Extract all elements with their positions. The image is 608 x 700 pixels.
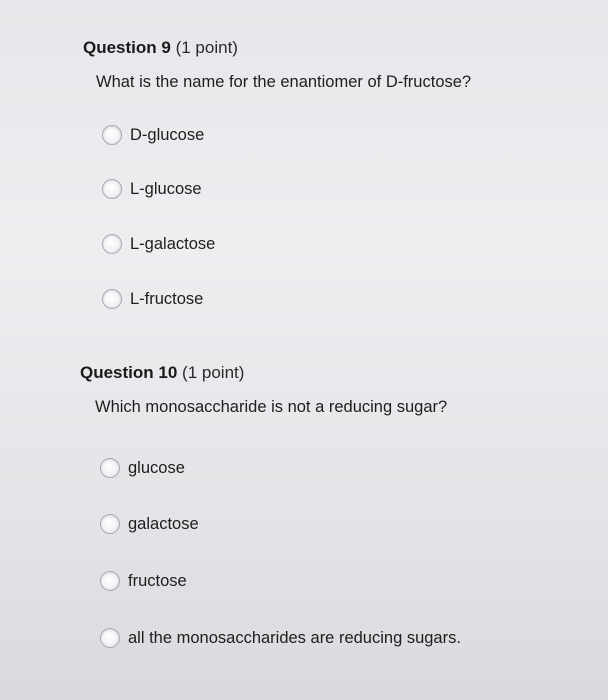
- question-9-option-l-fructose[interactable]: [102, 289, 203, 309]
- option-label: galactose: [128, 514, 199, 533]
- option-label: L-glucose: [130, 179, 202, 198]
- option-label: D-glucose: [130, 125, 205, 144]
- question-9-prompt: What is the name for the enantiomer of D-fructose?: [96, 73, 472, 91]
- radio-button[interactable]: [100, 458, 120, 478]
- question-10-header: [80, 363, 244, 383]
- radio-button[interactable]: [100, 628, 120, 648]
- option-label: glucose: [128, 458, 185, 477]
- question-9-option-d-glucose[interactable]: [102, 125, 204, 145]
- question-10-prompt: Which monosaccharide is not a reducing sugar?: [95, 398, 448, 416]
- question-10-option-fructose[interactable]: [100, 571, 187, 591]
- option-label: fructose: [128, 571, 187, 590]
- radio-button[interactable]: [102, 234, 122, 254]
- question-10-option-galactose[interactable]: [100, 514, 199, 534]
- radio-button[interactable]: [102, 179, 122, 199]
- question-9-header: [83, 38, 238, 58]
- option-label: L-fructose: [130, 289, 204, 308]
- question-9-number: Question 9: [83, 38, 171, 57]
- option-label: L-galactose: [130, 234, 216, 253]
- question-9-option-l-galactose[interactable]: [102, 234, 215, 254]
- option-label: all the monosaccharides are reducing sugars.: [128, 628, 461, 647]
- question-9-option-l-glucose[interactable]: [102, 179, 202, 199]
- radio-button[interactable]: [100, 571, 120, 591]
- question-10-option-glucose[interactable]: [100, 458, 185, 478]
- radio-button[interactable]: [102, 125, 122, 145]
- radio-button[interactable]: [102, 289, 122, 309]
- question-10-option-all-reducing[interactable]: [100, 628, 461, 648]
- radio-button[interactable]: [100, 514, 120, 534]
- question-10-number: Question 10: [80, 363, 178, 382]
- question-9-points: (1 point): [175, 38, 238, 57]
- question-10-points: (1 point): [182, 363, 245, 382]
